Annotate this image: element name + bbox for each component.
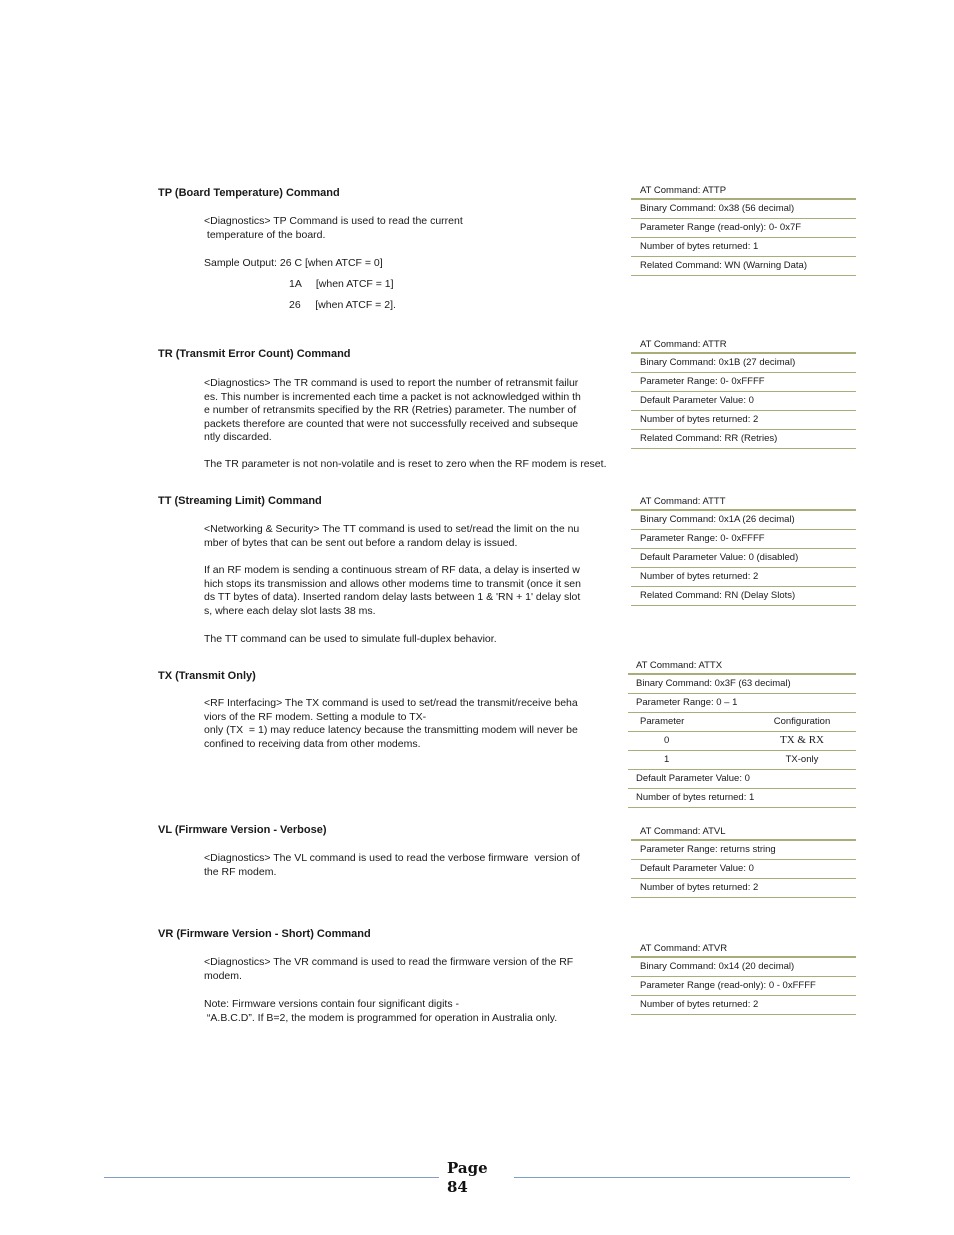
table-row: Number of bytes returned: 2 — [631, 411, 856, 430]
command-table-vr — [631, 942, 856, 1015]
table-row: Number of bytes returned: 2 — [631, 879, 856, 898]
param-config: TX-only — [785, 754, 819, 765]
table-row: Default Parameter Value: 0 (disabled) — [631, 549, 856, 568]
footer-rule-right — [514, 1177, 850, 1178]
footer-rule-left — [104, 1177, 439, 1178]
sample-output-line-2: 1A [when ATCF = 1] — [289, 278, 394, 290]
param-value: 0 — [664, 735, 670, 746]
param-config: TX & RX — [780, 734, 824, 746]
page-number-label — [447, 1159, 488, 1197]
section-heading-vr: VR (Firmware Version - Short) Command — [158, 928, 371, 940]
command-table-vl — [631, 825, 856, 898]
table-row: Parameter Range: 0- 0xFFFF — [631, 530, 856, 549]
param-row — [628, 751, 856, 770]
table-row: Binary Command: 0x1B (27 decimal) — [631, 354, 856, 373]
table-row: Binary Command: 0x14 (20 decimal) — [631, 958, 856, 977]
table-row: Number of bytes returned: 1 — [628, 789, 856, 808]
command-table-tt — [631, 495, 856, 606]
table-row: Default Parameter Value: 0 — [631, 392, 856, 411]
sample-output-line-3: 26 [when ATCF = 2]. — [289, 299, 396, 311]
section-heading-tr: TR (Transmit Error Count) Command — [158, 348, 351, 360]
table-row: AT Command: ATTT — [631, 495, 856, 511]
table-row: Parameter Range: 0 – 1 — [628, 694, 856, 713]
section-body-tx: <RF Interfacing> The TX command is used to set/read the transmit/receive beha viors of the RF modem. Setting a module to TX- only (TX = 1) may reduce latency because the transmitting modem will never be confined to receiving data from other modems. — [204, 697, 578, 750]
section-body-vr: <Diagnostics> The VR command is used to read the firmware version of the RF modem. — [204, 956, 574, 982]
section-note-vr: Note: Firmware versions contain four significant digits - “A.B.C.D”. If B=2, the modem is programmed for operation in Australia only. — [204, 998, 558, 1024]
table-row: Binary Command: 0x38 (56 decimal) — [631, 200, 856, 219]
table-row: Binary Command: 0x3F (63 decimal) — [628, 675, 856, 694]
table-row: AT Command: ATTP — [631, 184, 856, 200]
section-note-tt: The TT command can be used to simulate full-duplex behavior. — [204, 633, 497, 645]
table-row: Related Command: WN (Warning Data) — [631, 257, 856, 276]
page-word: Page — [447, 1159, 488, 1177]
section-body-vl: <Diagnostics> The VL command is used to read the verbose firmware version of the RF modem. — [204, 852, 580, 878]
section-note-tr: The TR parameter is not non-volatile and is reset to zero when the RF modem is reset. — [204, 458, 607, 470]
param-value: 1 — [664, 754, 670, 765]
table-row: AT Command: ATTR — [631, 338, 856, 354]
section-body-tp: <Diagnostics> TP Command is used to read the current temperature of the board. — [204, 215, 463, 241]
table-row: Binary Command: 0x1A (26 decimal) — [631, 511, 856, 530]
table-row: Related Command: RN (Delay Slots) — [631, 587, 856, 606]
section-heading-tx: TX (Transmit Only) — [158, 670, 256, 682]
table-row: Parameter Range (read-only): 0- 0x7F — [631, 219, 856, 238]
command-table-tr — [631, 338, 856, 449]
table-row: Default Parameter Value: 0 — [631, 860, 856, 879]
section-body2-tt: If an RF modem is sending a continuous stream of RF data, a delay is inserted w hich stops its transmission and allows other modems time to transmit (once it sen ds TT bytes of data). Inserted random delay lasts between 1 & 'RN + 1' delay slot s, where each delay slot lasts 38 ms. — [204, 564, 581, 617]
table-row: Parameter Range (read-only): 0 - 0xFFFF — [631, 977, 856, 996]
command-table-tx — [628, 659, 856, 808]
section-body-tr: <Diagnostics> The TR command is used to report the number of retransmit failur es. This number is incremented each time a packet is not acknowledged within th e number of retransmits specified by the RR (Retries) parameter. The number of packets therefore are counted that were not successfully received and subseque ntly discarded. — [204, 377, 581, 443]
table-row: Parameter Range: 0- 0xFFFF — [631, 373, 856, 392]
table-row: Number of bytes returned: 1 — [631, 238, 856, 257]
section-heading-tp: TP (Board Temperature) Command — [158, 187, 340, 199]
section-heading-vl: VL (Firmware Version - Verbose) — [158, 824, 327, 836]
table-row: AT Command: ATTX — [628, 659, 856, 675]
command-table-tp — [631, 184, 856, 276]
param-row — [628, 732, 856, 751]
param-header-configuration: Configuration — [773, 716, 831, 727]
sample-output-label: Sample Output: 26 C [when ATCF = 0] — [204, 257, 383, 269]
param-header-row — [628, 713, 856, 732]
page-number: 84 — [447, 1178, 468, 1196]
table-row: AT Command: ATVL — [631, 825, 856, 841]
table-row: Number of bytes returned: 2 — [631, 568, 856, 587]
param-header-parameter: Parameter — [640, 716, 685, 727]
table-row: Parameter Range: returns string — [631, 841, 856, 860]
table-row: Number of bytes returned: 2 — [631, 996, 856, 1015]
table-row: Default Parameter Value: 0 — [628, 770, 856, 789]
section-body-tt: <Networking & Security> The TT command is used to set/read the limit on the nu mber of bytes that can be sent out before a random delay is issued. — [204, 523, 580, 549]
table-row: AT Command: ATVR — [631, 942, 856, 958]
table-row: Related Command: RR (Retries) — [631, 430, 856, 449]
section-heading-tt: TT (Streaming Limit) Command — [158, 495, 322, 507]
